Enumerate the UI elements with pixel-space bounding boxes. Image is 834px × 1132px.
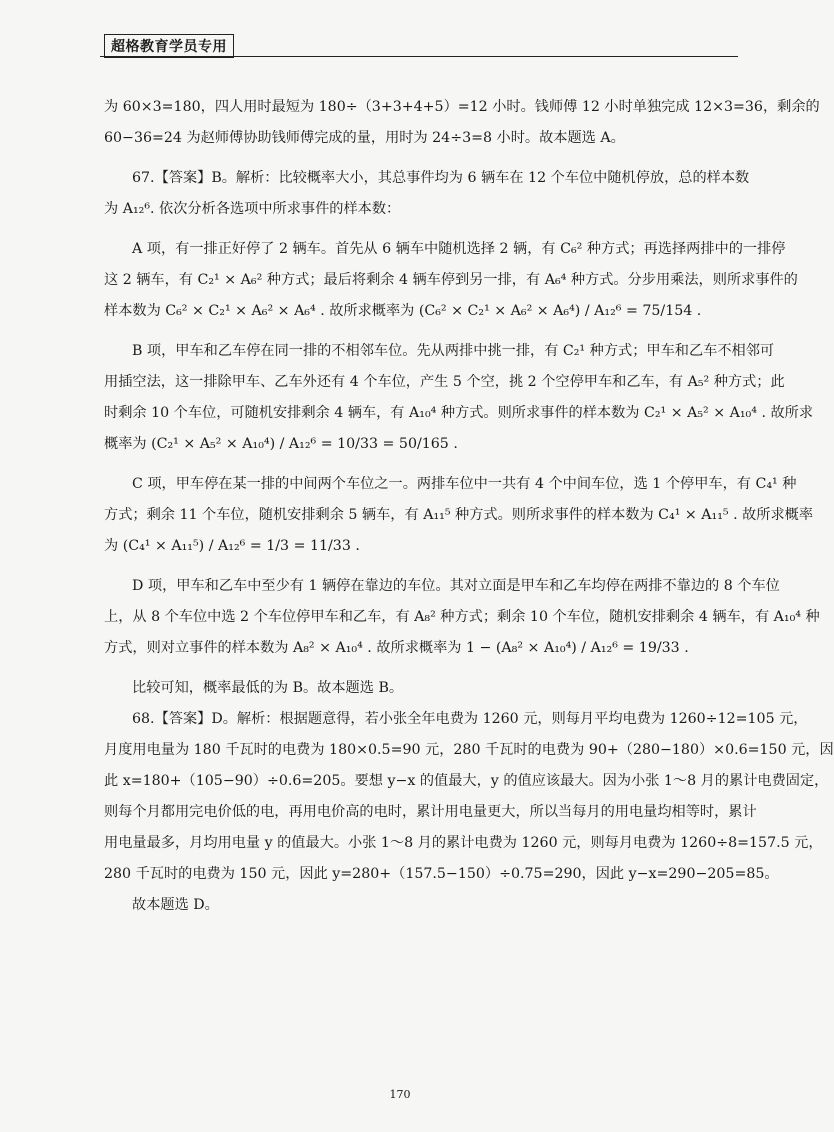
text-line: 280 千瓦时的电费为 150 元，因此 y=280+（157.5−150）÷0.75=290，因此 y−x=290−205=85。 [104,866,779,882]
text-line: 用插空法，这一排除甲车、乙车外还有 4 个车位，产生 5 个空，挑 2 个空停甲车和乙车，有 A₅² 种方式；此 [104,374,785,390]
text-line: 上，从 8 个车位中选 2 个车位停甲车和乙车，有 A₈² 种方式；剩余 10 个车位，随机安排剩余 4 辆车，有 A₁₀⁴ 种 [104,609,820,625]
text-line: 68.【答案】D。解析：根据题意得，若小张全年电费为 1260 元，则每月平均电费为 1260÷12=105 元， [132,711,808,727]
paragraph-67-option-b [104,336,814,460]
text-line: 方式，则对立事件的样本数为 A₈² × A₁₀⁴ . 故所求概率为 1 − (A₈² × A₁₀⁴) / A₁₂⁶ = 19/33 . [104,640,689,656]
text-line: D 项，甲车和乙车中至少有 1 辆停在靠边的车位。其对立面是甲车和乙车均停在两排不靠边的 8 个车位 [132,578,780,594]
text-line: 概率为 (C₂¹ × A₅² × A₁₀⁴) / A₁₂⁶ = 10/33 = 50/165 . [104,436,458,452]
paragraph-68-conclusion [104,890,744,921]
text-line: 比较可知，概率最低的为 B。故本题选 B。 [132,680,404,696]
document-body [104,92,834,921]
text-line: 为 A₁₂⁶. 依次分析各选项中所求事件的样本数： [104,201,401,217]
text-line: 为 (C₄¹ × A₁₁⁵) / A₁₂⁶ = 1/3 = 11/33 . [104,538,360,554]
page-number: 170 [389,1088,411,1101]
paragraph-67-answer [104,163,750,225]
text-line: 60−36=24 为赵师傅协助钱师傅完成的量，用时为 24÷3=8 小时。故本题选 A。 [104,130,625,146]
text-line: 故本题选 D。 [132,897,219,913]
text-line: 这 2 辆车，有 C₂¹ × A₆² 种方式；最后将剩余 4 辆车停到另一排，有 A₆⁴ 种方式。分步用乘法，则所求事件的 [104,272,798,288]
paragraph-68-answer [104,704,834,890]
header-title: 超格教育学员专用 [104,34,234,58]
paragraph-67-conclusion [104,673,744,704]
text-line: 为 60×3=180，四人用时最短为 180÷（3+3+4+5）=12 小时。钱师傅 12 小时单独完成 12×3=36，剩余的 [104,99,820,115]
paragraph-67-option-d [104,571,820,664]
text-line: 月度用电量为 180 千瓦时的电费为 180×0.5=90 元，280 千瓦时的电费为 90+（280−180）×0.6=150 元，因 [104,742,834,758]
text-line: C 项，甲车停在某一排的中间两个车位之一。两排车位中一共有 4 个中间车位，选 1 个停甲车，有 C₄¹ 种 [132,476,797,492]
text-line: 用电量最多，月均用电量 y 的值最大。小张 1～8 月的累计电费为 1260 元，则每月电费为 1260÷8=157.5 元， [104,835,823,851]
paragraph-67-option-a [104,234,798,327]
header-divider [100,56,738,57]
text-line: 则每个月都用完电价低的电，再用电价高的电时，累计用电量更大，所以当每月的用电量均相等时，累计 [104,804,757,820]
text-line: 时剩余 10 个车位，可随机安排剩余 4 辆车，有 A₁₀⁴ 种方式。则所求事件的样本数为 C₂¹ × A₅² × A₁₀⁴ . 故所求 [104,405,814,421]
text-line: 样本数为 C₆² × C₂¹ × A₆² × A₆⁴ . 故所求概率为 (C₆² × C₂¹ × A₆² × A₆⁴) / A₁₂⁶ = 75/154 . [104,303,702,319]
text-line: B 项，甲车和乙车停在同一排的不相邻车位。先从两排中挑一排，有 C₂¹ 种方式；甲车和乙车不相邻可 [132,343,775,359]
paragraph-66-continuation [104,92,820,154]
text-line: 方式；剩余 11 个车位，随机安排剩余 5 辆车，有 A₁₁⁵ 种方式。则所求事件的样本数为 C₄¹ × A₁₁⁵ . 故所求概率 [104,507,814,523]
paragraph-67-option-c [104,469,814,562]
text-line: 67.【答案】B。解析：比较概率大小，其总事件均为 6 辆车在 12 个车位中随机停放，总的样本数 [132,170,750,186]
text-line: 此 x=180+（105−90）÷0.6=205。要想 y−x 的值最大，y 的值应该最大。因为小张 1～8 月的累计电费固定， [104,773,829,789]
text-line: A 项，有一排正好停了 2 辆车。首先从 6 辆车中随机选择 2 辆，有 C₆² 种方式；再选择两排中的一排停 [132,241,786,257]
